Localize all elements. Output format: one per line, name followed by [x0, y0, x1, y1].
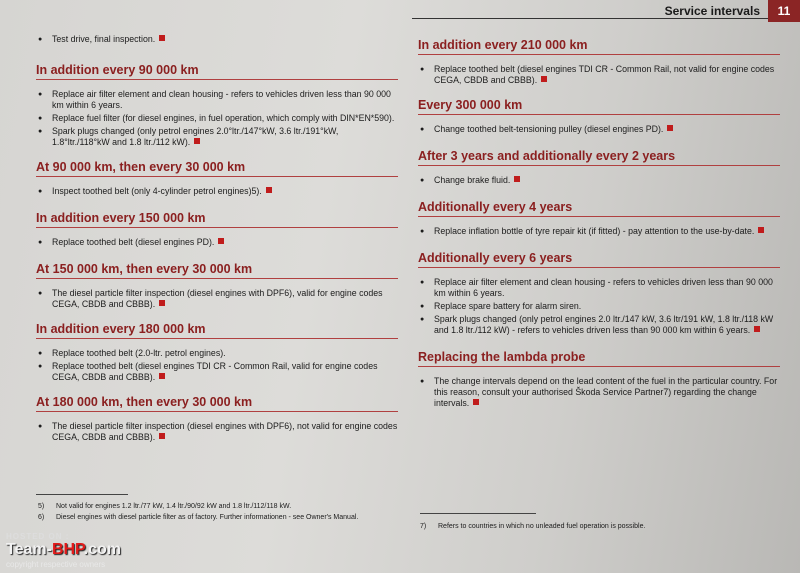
footnote: 5) Not valid for engines 1.2 ltr./77 kW, 1.4 ltr./90/92 kW and 1.8 ltr./112/118 kW.: [38, 503, 292, 510]
list-item: ● Replace spare battery for alarm siren.: [418, 301, 780, 312]
section-heading: At 150 000 km, then every 30 000 km: [36, 262, 398, 279]
end-mark-icon: [159, 373, 165, 379]
section-heading: In addition every 150 000 km: [36, 211, 398, 228]
section-heading: Every 300 000 km: [418, 98, 780, 115]
list-item: ● Replace fuel filter (for diesel engines, in fuel operation, which comply with DIN*EN*590).: [36, 113, 398, 124]
section-heading: In addition every 90 000 km: [36, 63, 398, 80]
footnotes-right: [420, 522, 780, 531]
end-mark-icon: [667, 125, 673, 131]
list-item: ● Replace toothed belt (2.0-ltr. petrol engines).: [36, 348, 398, 359]
list-item: ● The diesel particle filter inspection (diesel engines with DPF6), not valid for engine codes CEGA, CBDB and CBBB).: [36, 421, 398, 443]
end-mark-icon: [194, 138, 200, 144]
list-item: ● Inspect toothed belt (only 4-cylinder petrol engines)5).: [36, 186, 398, 197]
end-mark-icon: [159, 300, 165, 306]
left-column: [36, 34, 398, 443]
list-item: ● Spark plugs changed (only petrol engines 2.0 ltr./147 kW, 3.6 ltr/191 kW, 1.8 ltr./118 kW and 1.8 ltr./112 kW) - refers to vehicles driven less than 90 000 km within 6 years.: [418, 314, 780, 336]
section-heading: Replacing the lambda probe: [418, 350, 780, 367]
end-mark-icon: [514, 176, 520, 182]
page-header-title: Service intervals: [664, 4, 760, 18]
list-item: ● The change intervals depend on the lead content of the fuel in the particular country. For this reason, consult your authorised Škoda Service Partner7) regarding the change intervals.: [418, 376, 780, 409]
end-mark-icon: [159, 35, 165, 41]
section-heading: At 180 000 km, then every 30 000 km: [36, 395, 398, 412]
list-item: ● Change toothed belt-tensioning pulley (diesel engines PD).: [418, 124, 780, 135]
list-item: ● Replace toothed belt (diesel engines PD).: [36, 237, 398, 248]
list-item: ● The diesel particle filter inspection (diesel engines with DPF6), valid for engine codes CEGA, CBDB and CBBB).: [36, 288, 398, 310]
end-mark-icon: [473, 399, 479, 405]
end-mark-icon: [541, 76, 547, 82]
footnotes-left: [38, 502, 400, 522]
footnote: 6) Diesel engines with diesel particle filter as of factory. Further informationen - see Owner's Manual.: [38, 514, 359, 521]
page-number: 11: [768, 0, 800, 22]
list-item: ● Replace toothed belt (diesel engines TDI CR - Common Rail, not valid for engine codes CEGA, CBDB and CBBB).: [418, 64, 780, 86]
section-heading: After 3 years and additionally every 2 years: [418, 149, 780, 166]
watermark-copyright: copyright respective owners: [6, 560, 106, 569]
footnote-rule: [36, 494, 128, 495]
end-mark-icon: [159, 433, 165, 439]
list-item: ● Spark plugs changed (only petrol engines 2.0°ltr./147°kW, 3.6 ltr./191°kW, 1.8°ltr./118°kW and 1.8 ltr./112 kW).: [36, 126, 398, 148]
footnote: 7) Refers to countries in which no unleaded fuel operation is possible.: [420, 523, 646, 530]
section-heading: At 90 000 km, then every 30 000 km: [36, 160, 398, 177]
list-item: ● Test drive, final inspection.: [36, 34, 398, 45]
right-column: [418, 38, 780, 409]
list-item: ● Replace air filter element and clean housing - refers to vehicles driven less than 90 000 km within 6 years.: [36, 89, 398, 111]
list-item: ● Replace toothed belt (diesel engines TDI CR - Common Rail, valid for engine codes CEGA, CBDB and CBBB).: [36, 361, 398, 383]
footnote-rule: [420, 513, 536, 514]
header-rule: [412, 18, 768, 19]
end-mark-icon: [218, 238, 224, 244]
section-heading: Additionally every 6 years: [418, 251, 780, 268]
section-heading: In addition every 210 000 km: [418, 38, 780, 55]
end-mark-icon: [266, 187, 272, 193]
watermark-hosted-label: HOSTED ON :: [6, 532, 70, 541]
list-item: ● Change brake fluid.: [418, 175, 780, 186]
section-heading: In addition every 180 000 km: [36, 322, 398, 339]
list-item: ● Replace inflation bottle of tyre repair kit (if fitted) - pay attention to the use-by-date.: [418, 226, 780, 237]
section-heading: Additionally every 4 years: [418, 200, 780, 217]
list-item: ● Replace air filter element and clean housing - refers to vehicles driven less than 90 000 km within 6 years.: [418, 277, 780, 299]
end-mark-icon: [758, 227, 764, 233]
watermark-logo: Team-BHP.com: [6, 541, 121, 558]
end-mark-icon: [754, 326, 760, 332]
